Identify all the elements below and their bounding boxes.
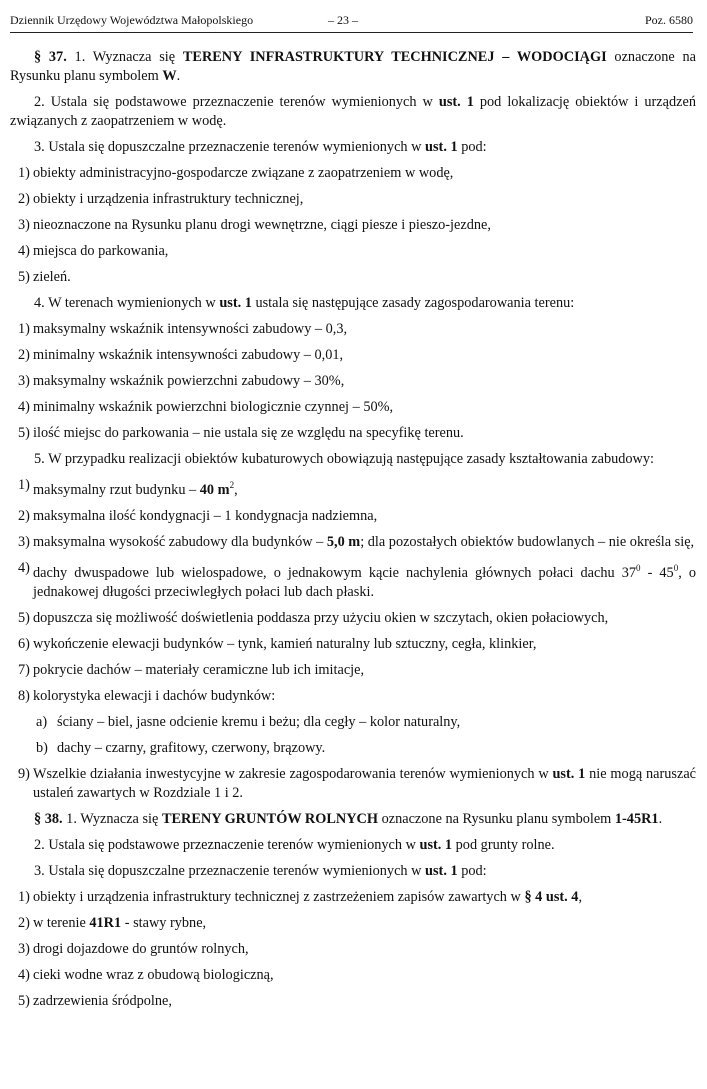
s37-para-1: § 37. 1. Wyznacza się TERENY INFRASTRUKTURY TECHNICZNEJ – WODOCIĄGI oznaczone na Rysunku planu symbolem W.	[10, 49, 696, 84]
document-body	[10, 48, 696, 1011]
list-item: 3) maksymalna wysokość zabudowy dla budynków – 5,0 m; dla pozostałych obiektów budowlanych – nie określa się,	[18, 533, 695, 550]
s38-para-2: 2. Ustala się podstawowe przeznaczenie terenów wymienionych w ust. 1 pod grunty rolne.	[34, 836, 555, 853]
s38-para-3: 3. Ustala się dopuszczalne przeznaczenie terenów wymienionych w ust. 1 pod:	[34, 862, 487, 879]
s37-para-2: 2. Ustala się podstawowe przeznaczenie terenów wymienionych w ust. 1 pod lokalizację obiektów i urządzeń związanych z zaopatrzeniem w wodę.	[10, 94, 696, 129]
s37-para-4: 4. W terenach wymienionych w ust. 1 ustala się następujące zasady zagospodarowania terenu:	[34, 295, 575, 311]
sub-list-item: a) ściany – biel, jasne odcienie kremu i beżu; dla cegły – kolor naturalny,	[36, 713, 461, 730]
list-item: 2) minimalny wskaźnik intensywności zabudowy – 0,01,	[18, 347, 344, 363]
s38-para-1: § 38. 1. Wyznacza się TERENY GRUNTÓW ROLNYCH oznaczone na Rysunku planu symbolem 1-45R1.	[34, 810, 663, 827]
list-item: 3) nieoznaczone na Rysunku planu drogi wewnętrzne, ciągi piesze i pieszo-jezdne,	[18, 217, 491, 233]
list-item: 9) Wszelkie działania inwestycyjne w zakresie zagospodarowania terenów wymienionych w ust. 1 nie mogą naruszać ustaleń zawartych w Rozdziale 1 i 2.	[18, 765, 697, 801]
zone-name: TERENY INFRASTRUKTURY TECHNICZNEJ – WODOCIĄGI	[182, 49, 607, 65]
list-item: 4) miejsca do parkowania,	[18, 243, 169, 259]
list-item: 4) dachy dwuspadowe lub wielospadowe, o jednakowym kącie nachylenia głównych połaci dachu $37^0 - 45^0$, o jednakowej długości przeciwległych połaci lub dach płaski.	[18, 559, 696, 600]
list-item: 5) zieleń.	[18, 269, 71, 285]
list-item: 1) obiekty i urządzenia infrastruktury technicznej z zastrzeżeniem zapisów zawartych w § 4 ust. 4,	[18, 888, 583, 905]
list-item: 1) obiekty administracyjno-gospodarcze związane z zaopatrzeniem w wodę,	[18, 165, 454, 181]
s37-para-5: 5. W przypadku realizacji obiektów kubaturowych obowiązują następujące zasady kształtowania zabudowy:	[34, 451, 654, 467]
page-number: – 23 –	[328, 13, 358, 27]
list-item: 6) wykończenie elewacji budynków – tynk, kamień naturalny lub sztuczny, cegła, klinkier,	[18, 635, 537, 652]
section-number: § 38.	[34, 810, 63, 827]
list-item: 7) pokrycie dachów – materiały ceramiczne lub ich imitacje,	[18, 661, 365, 678]
list-item: 2) maksymalna ilość kondygnacji – 1 kondygnacja nadziemna,	[18, 507, 378, 524]
sub-list-item: b) dachy – czarny, grafitowy, czerwony, brązowy.	[36, 739, 326, 756]
s37-para-3: 3. Ustala się dopuszczalne przeznaczenie terenów wymienionych w ust. 1 pod:	[34, 139, 487, 155]
list-item: 2) obiekty i urządzenia infrastruktury technicznej,	[18, 191, 304, 207]
list-item: 5) ilość miejsc do parkowania – nie ustala się ze względu na specyfikę terenu.	[18, 425, 464, 441]
list-item: 5) dopuszcza się możliwość doświetlenia poddasza przy użyciu okien w szczytach, okien połaciowych,	[18, 609, 609, 626]
list-item: 2) w terenie 41R1 - stawy rybne,	[18, 914, 207, 931]
list-item: 4) minimalny wskaźnik powierzchni biologicznie czynnej – 50%,	[18, 399, 394, 415]
zone-name: TERENY GRUNTÓW ROLNYCH	[161, 810, 379, 827]
zone-symbol: 1-45R1	[614, 810, 659, 827]
list-item: 5) zadrzewienia śródpolne,	[18, 992, 172, 1009]
list-item: 4) cieki wodne wraz z obudową biologiczną,	[18, 966, 274, 983]
list-item: 8) kolorystyka elewacji i dachów budynków:	[18, 687, 276, 704]
list-item: 3) drogi dojazdowe do gruntów rolnych,	[18, 940, 249, 957]
zone-symbol: W	[162, 68, 177, 84]
journal-title: Dziennik Urzędowy Województwa Małopolskiego	[10, 13, 254, 27]
list-item: 1) maksymalny wskaźnik intensywności zabudowy – 0,3,	[18, 321, 348, 337]
section-number: § 37.	[34, 49, 67, 65]
list-item: 1) maksymalny rzut budynku – 40 $m^2$,	[18, 477, 238, 498]
list-item: 3) maksymalny wskaźnik powierzchni zabudowy – 30%,	[18, 373, 345, 389]
page-header	[10, 4, 693, 33]
position-number: Poz. 6580	[645, 13, 693, 27]
